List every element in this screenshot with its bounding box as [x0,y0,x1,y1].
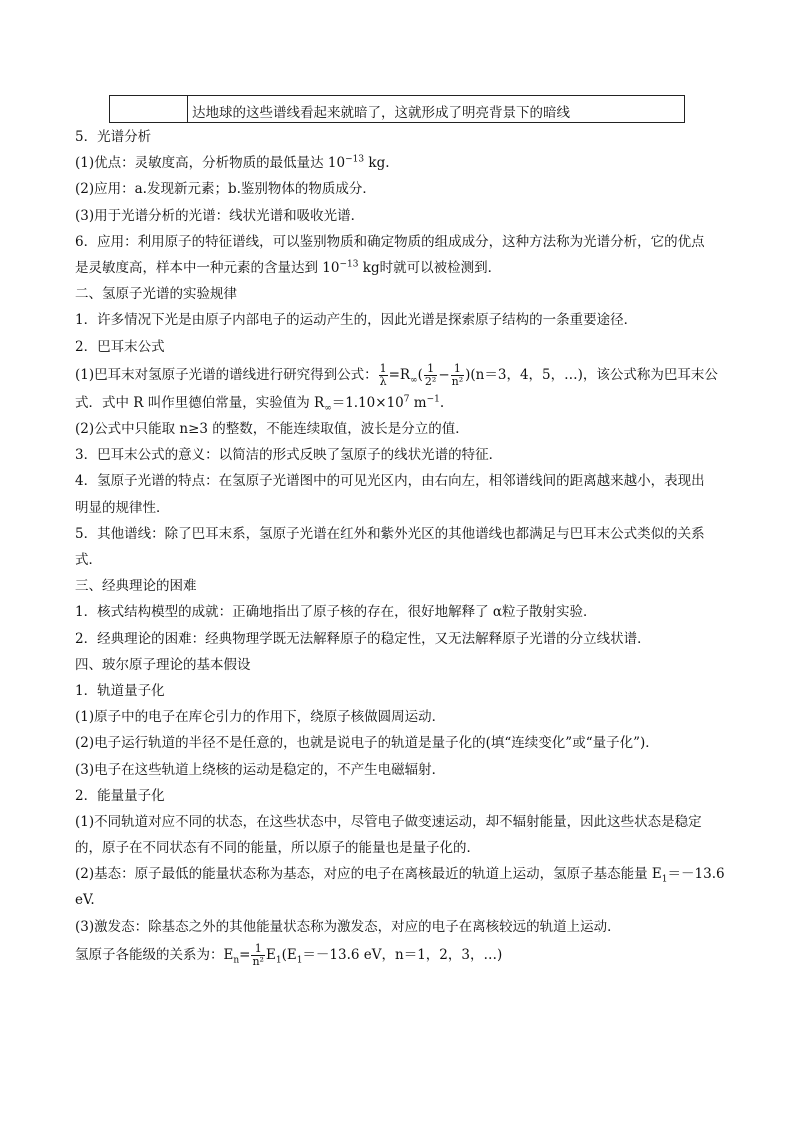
part-4-heading: 四、玻尔原子理论的基本假设 [75,656,251,673]
part-4-sub-2-item-3: (3)激发态：除基态之外的其他能量状态称为激发态，对应的电子在离核较远的轨道上运动． [75,918,621,935]
part-3-heading: 三、经典理论的困难 [75,578,197,595]
section-6-line-1: 6．应用：利用原子的特征谱线，可以鉴别物质和确定物质的组成成分，这种方法称为光谱分析，它的优点 [75,233,705,250]
part-4-sub-2-item-1-line-2: 的，原子在不同状态有不同的能量，所以原子的能量也是量子化的． [75,840,480,857]
part-2-item-3: 3．巴耳末公式的意义：以简洁的形式反映了氢原子的线状光谱的特征． [75,447,503,464]
energy-level-formula: 氢原子各能级的关系为：$E_n=$ $\frac{1}{\text{n²}}$ $E_1(E_1=-13.6$ eV，n＝1，2，3，…) [75,941,503,968]
part-2-item-4-line-2: 明显的规律性． [75,499,170,516]
section-6-line-2: 是灵敏度高，样本中一种元素的含量达到 $10^{-13}$ kg时就可以被检测到． [75,259,502,276]
table-fragment [109,95,685,123]
part-2-item-5-line-2: 式． [75,552,102,568]
part-4-sub-2-item-2-line-2: eV. [75,892,95,909]
part-2-heading: 二、氢原子光谱的实验规律 [75,286,237,303]
part-4-sub-1-item-3: (3)电子在这些轨道上绕核的运动是稳定的，不产生电磁辐射． [75,761,446,778]
part-2-item-2-2: (2)公式中只能取 n≥3 的整数，不能连续取值，波长是分立的值． [75,421,469,438]
part-2-item-1: 1．许多情况下光是由原子内部电子的运动产生的，因此光谱是探索原子结构的一条重要途径． [75,312,638,329]
fraction-1-over-2sq: $\frac{1}{\text{2²}}$ [424,361,437,388]
part-2-item-2-heading: 2．巴耳末公式 [75,338,165,355]
part-4-sub-1-item-1: (1)原子中的电子在库仑引力的作用下，绕原子核做圆周运动． [75,709,446,726]
balmer-formula-line-2: 式．式中 R 叫作里德伯常量，实验值为 $R_\infty=1.10\times 10^7$ $m^{-1}$. [75,394,445,414]
part-4-sub-1-item-2: (2)电子运行轨道的半径不是任意的，也就是说电子的轨道是量子化的(填“连续变化”或“量子化”)． [75,735,659,752]
part-2-item-5-line-1: 5．其他谱线：除了巴耳末系，氢原子光谱在红外和紫外光区的其他谱线也都满足与巴耳末公式类似的关系 [75,525,705,542]
fraction-1-over-lambda: $\frac{1}{\lambda}$ [379,361,387,388]
part-4-sub-2-item-2-line-1: (2)基态：原子最低的能量状态称为基态，对应的电子在离核最近的轨道上运动，氢原子基态能量 $E_1=-13.6$ [75,866,725,885]
part-2-item-4-line-1: 4．氢原子光谱的特点：在氢原子光谱图中的可见光区内，由右向左，相邻谱线间的距离越来越小，表现出 [75,473,705,490]
section-5-item-2: (2)应用：a.发现新元素；b.鉴别物体的物质成分． [75,181,376,198]
table-cell-right: 达地球的这些谱线看起来就暗了，这就形成了明亮背景下的暗线 [192,105,570,121]
section-5-item-3: (3)用于光谱分析的光谱：线状光谱和吸收光谱． [75,207,365,224]
part-4-sub-1-heading: 1．轨道量子化 [75,682,165,699]
part-3-item-2: 2．经典理论的困难：经典物理学既无法解释原子的稳定性，又无法解释原子光谱的分立线状谱． [75,630,651,647]
section-5-heading: 5．光谱分析 [75,129,152,145]
balmer-formula-line: (1)巴耳末对氢原子光谱的谱线进行研究得到公式： $\frac{1}{\lambda}$ $=R_\infty$( $\frac{1}{\text{2²}}$ − $\frac{1}{\text{n²}}$ )(n＝3，4，5，…)，该公式称为巴耳末公 [75,361,718,388]
document-body [75,127,723,973]
fraction-1-over-nsq: $\frac{1}{\text{n²}}$ [451,361,464,388]
part-3-item-1: 1．核式结构模型的成就：正确地指出了原子核的存在，很好地解释了 α粒子散射实验． [75,604,597,621]
section-5-item-1: (1)优点：灵敏度高，分析物质的最低量达 $10^{-13}$ kg. [75,154,390,172]
part-4-sub-2-heading: 2．能量量子化 [75,787,165,804]
part-4-sub-2-item-1-line-1: (1)不同轨道对应不同的状态，在这些状态中，尽管电子做变速运动，却不辐射能量，因此这些状态是稳定 [75,813,702,830]
fraction-1-over-nsq-energy: $\frac{1}{\text{n²}}$ [252,941,264,968]
table-cell-left [110,96,188,122]
